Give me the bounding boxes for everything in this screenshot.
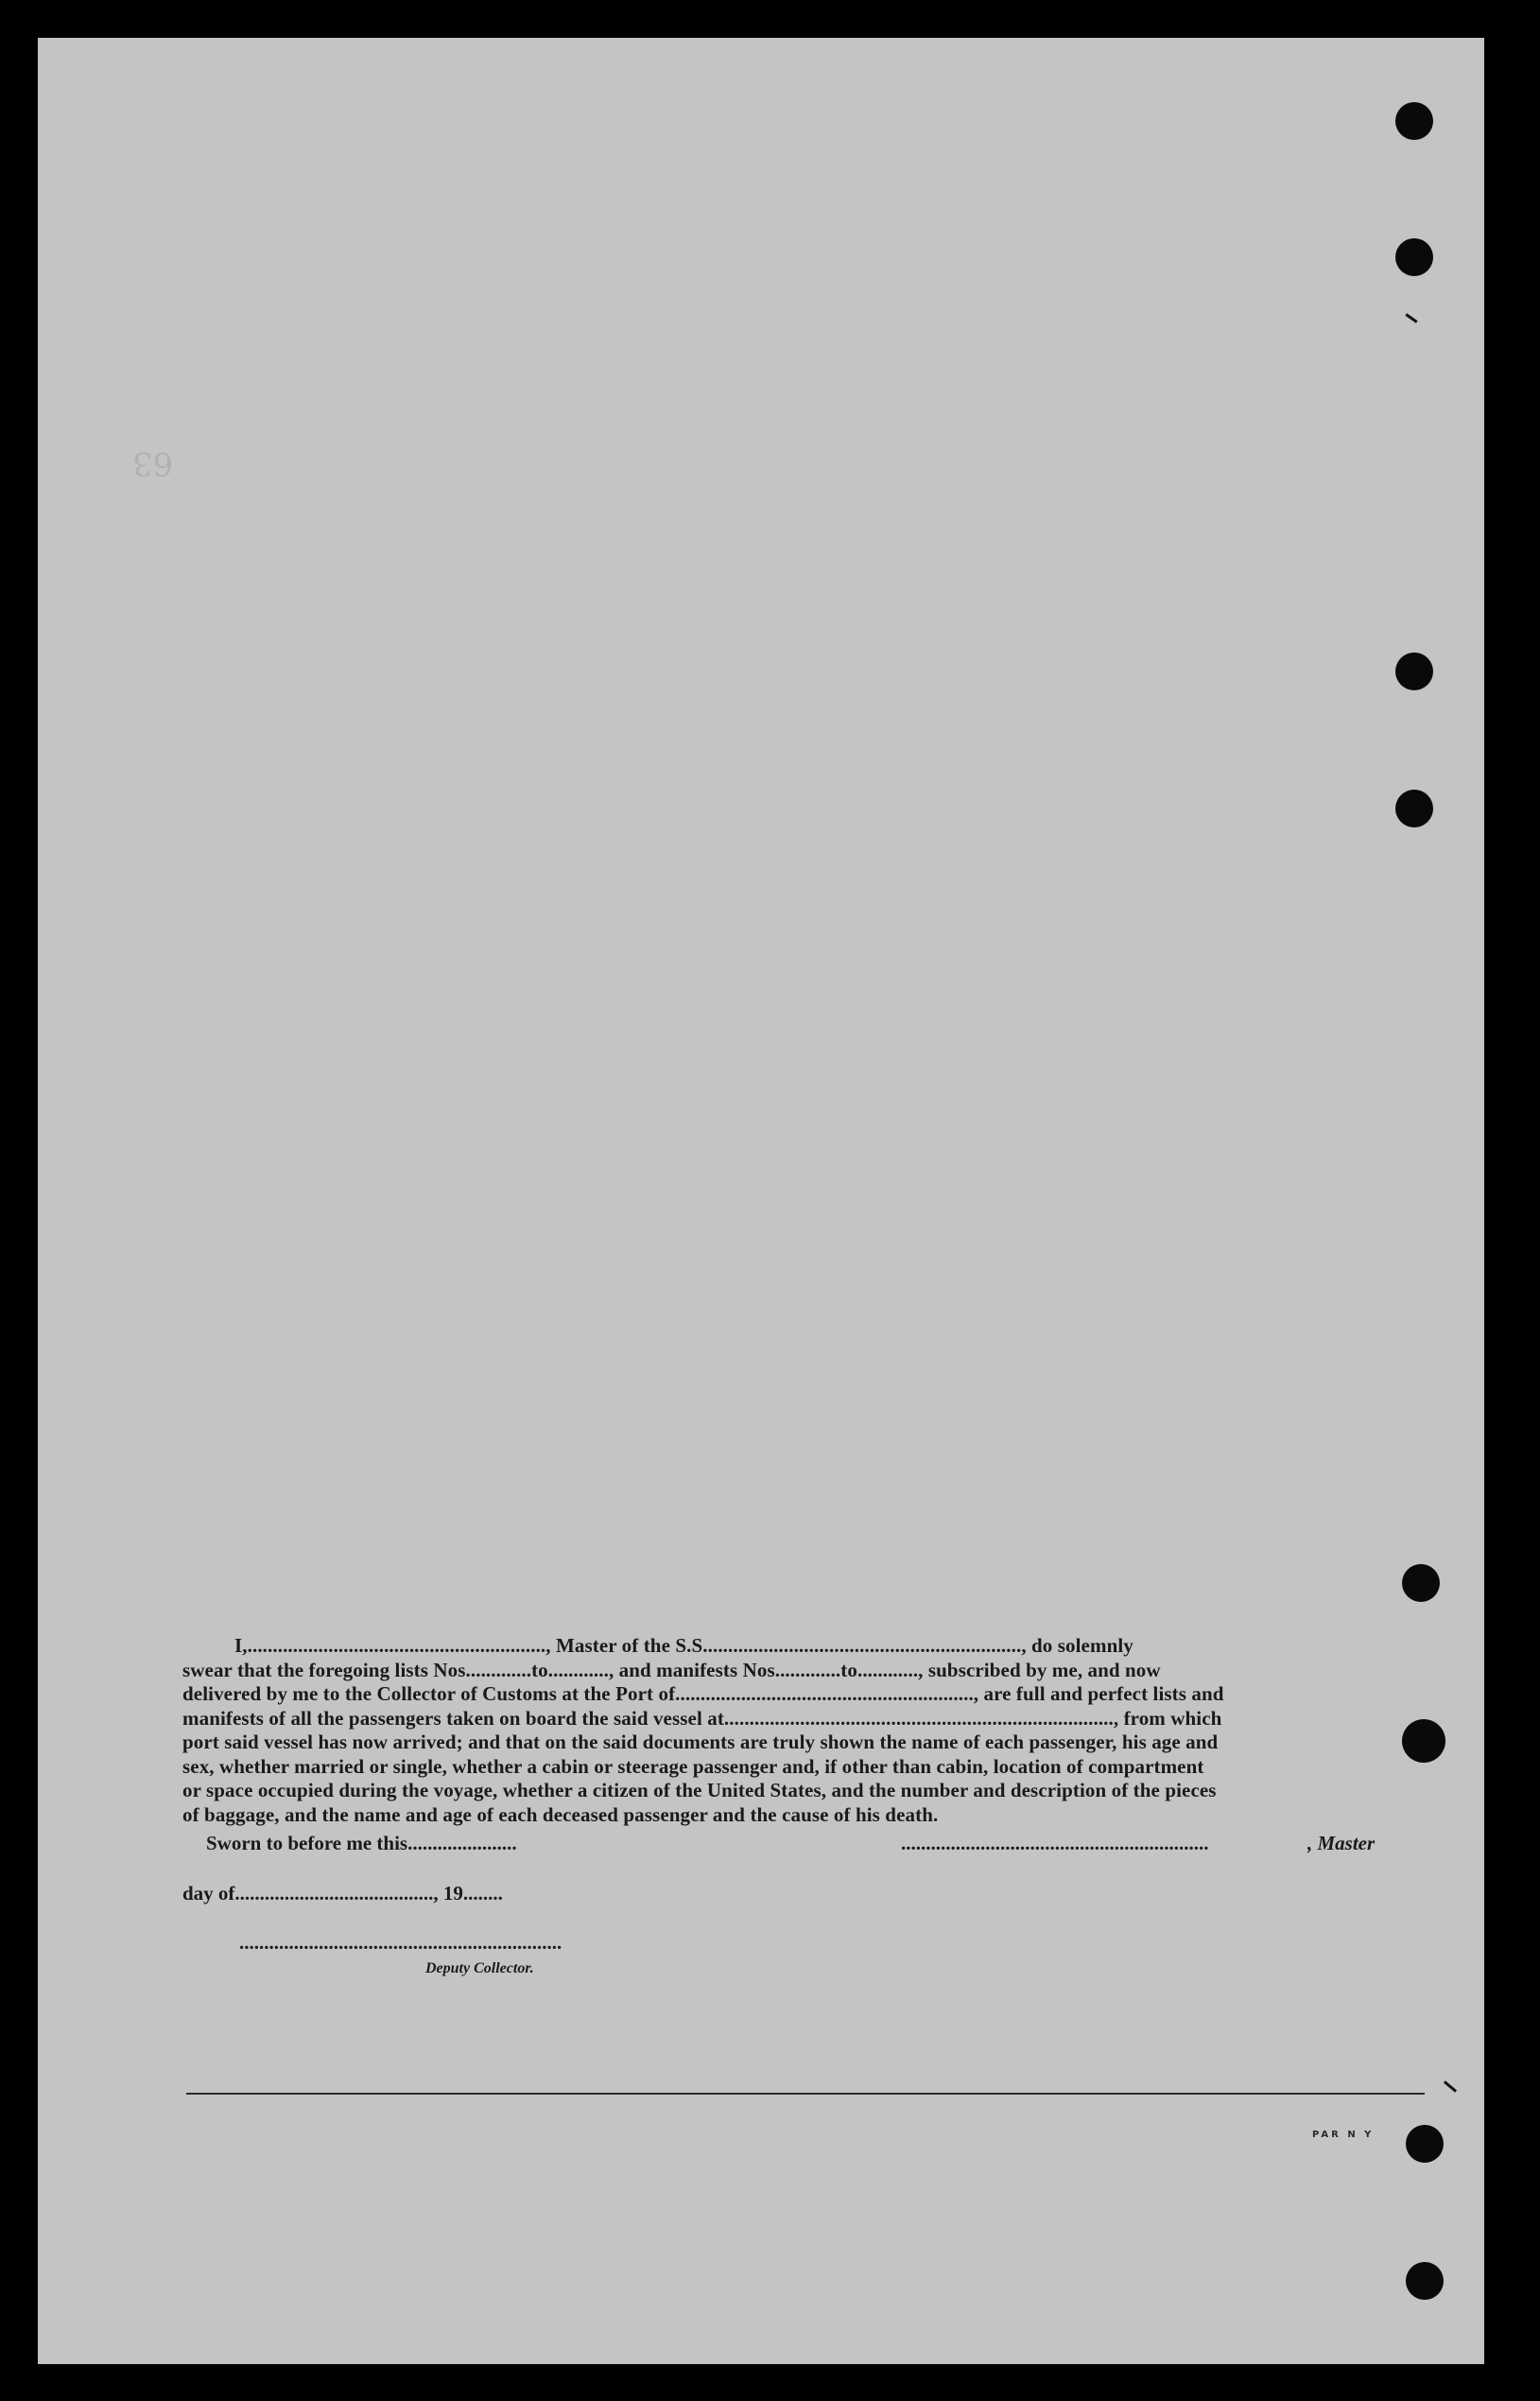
sworn-label: Sworn to before me this......................	[206, 1832, 517, 1854]
tick-mark-icon	[1444, 2080, 1457, 2093]
punch-hole-icon	[1395, 102, 1433, 140]
master-signature-line: ..............................................................	[901, 1832, 1209, 1854]
oath-line: port said vessel has now arrived; and that on the said documents are truly shown the name of each passenger, his age and	[182, 1731, 1219, 1753]
punch-hole-icon	[1406, 2125, 1444, 2163]
collector-signature-line: .................................................................	[239, 1931, 562, 1954]
oath-line: manifests of all the passengers taken on board the said vessel at............................................................................., from which	[182, 1706, 1222, 1730]
day-line: day of........................................, 19........	[182, 1882, 503, 1905]
oath-line: of baggage, and the name and age of each deceased passenger and the cause of his death.	[182, 1802, 939, 1826]
tick-mark-icon	[1405, 313, 1417, 322]
bottom-rule	[186, 2093, 1425, 2095]
deputy-collector-label: Deputy Collector.	[425, 1960, 534, 1976]
punch-hole-icon	[1395, 238, 1433, 276]
oath-line: delivered by me to the Collector of Customs at the Port of..........................................................., are full and perfect lists and	[182, 1682, 1224, 1705]
oath-line: sex, whether married or single, whether a cabin or steerage passenger and, if other than cabin, location of compartment	[182, 1754, 1204, 1778]
printer-mark: PAR N Y	[1312, 2130, 1375, 2140]
faint-stamp-number: 63	[132, 444, 174, 482]
document-page	[38, 38, 1484, 2364]
punch-hole-icon	[1395, 790, 1433, 827]
oath-line: or space occupied during the voyage, whether a citizen of the United States, and the number and description of the pieces	[182, 1779, 1217, 1801]
oath-paragraph	[182, 1634, 1426, 1827]
punch-hole-icon	[1402, 1564, 1440, 1602]
master-label: , Master	[1307, 1832, 1376, 1854]
punch-hole-icon	[1406, 2262, 1444, 2300]
oath-line: swear that the foregoing lists Nos.............to............, and manifests Nos.............to............, subscribed by me, and now	[182, 1658, 1161, 1681]
oath-line: I,..........................................................., Master of the S.S..............................................................., do solemnly	[234, 1634, 1133, 1657]
punch-hole-icon	[1395, 652, 1433, 690]
